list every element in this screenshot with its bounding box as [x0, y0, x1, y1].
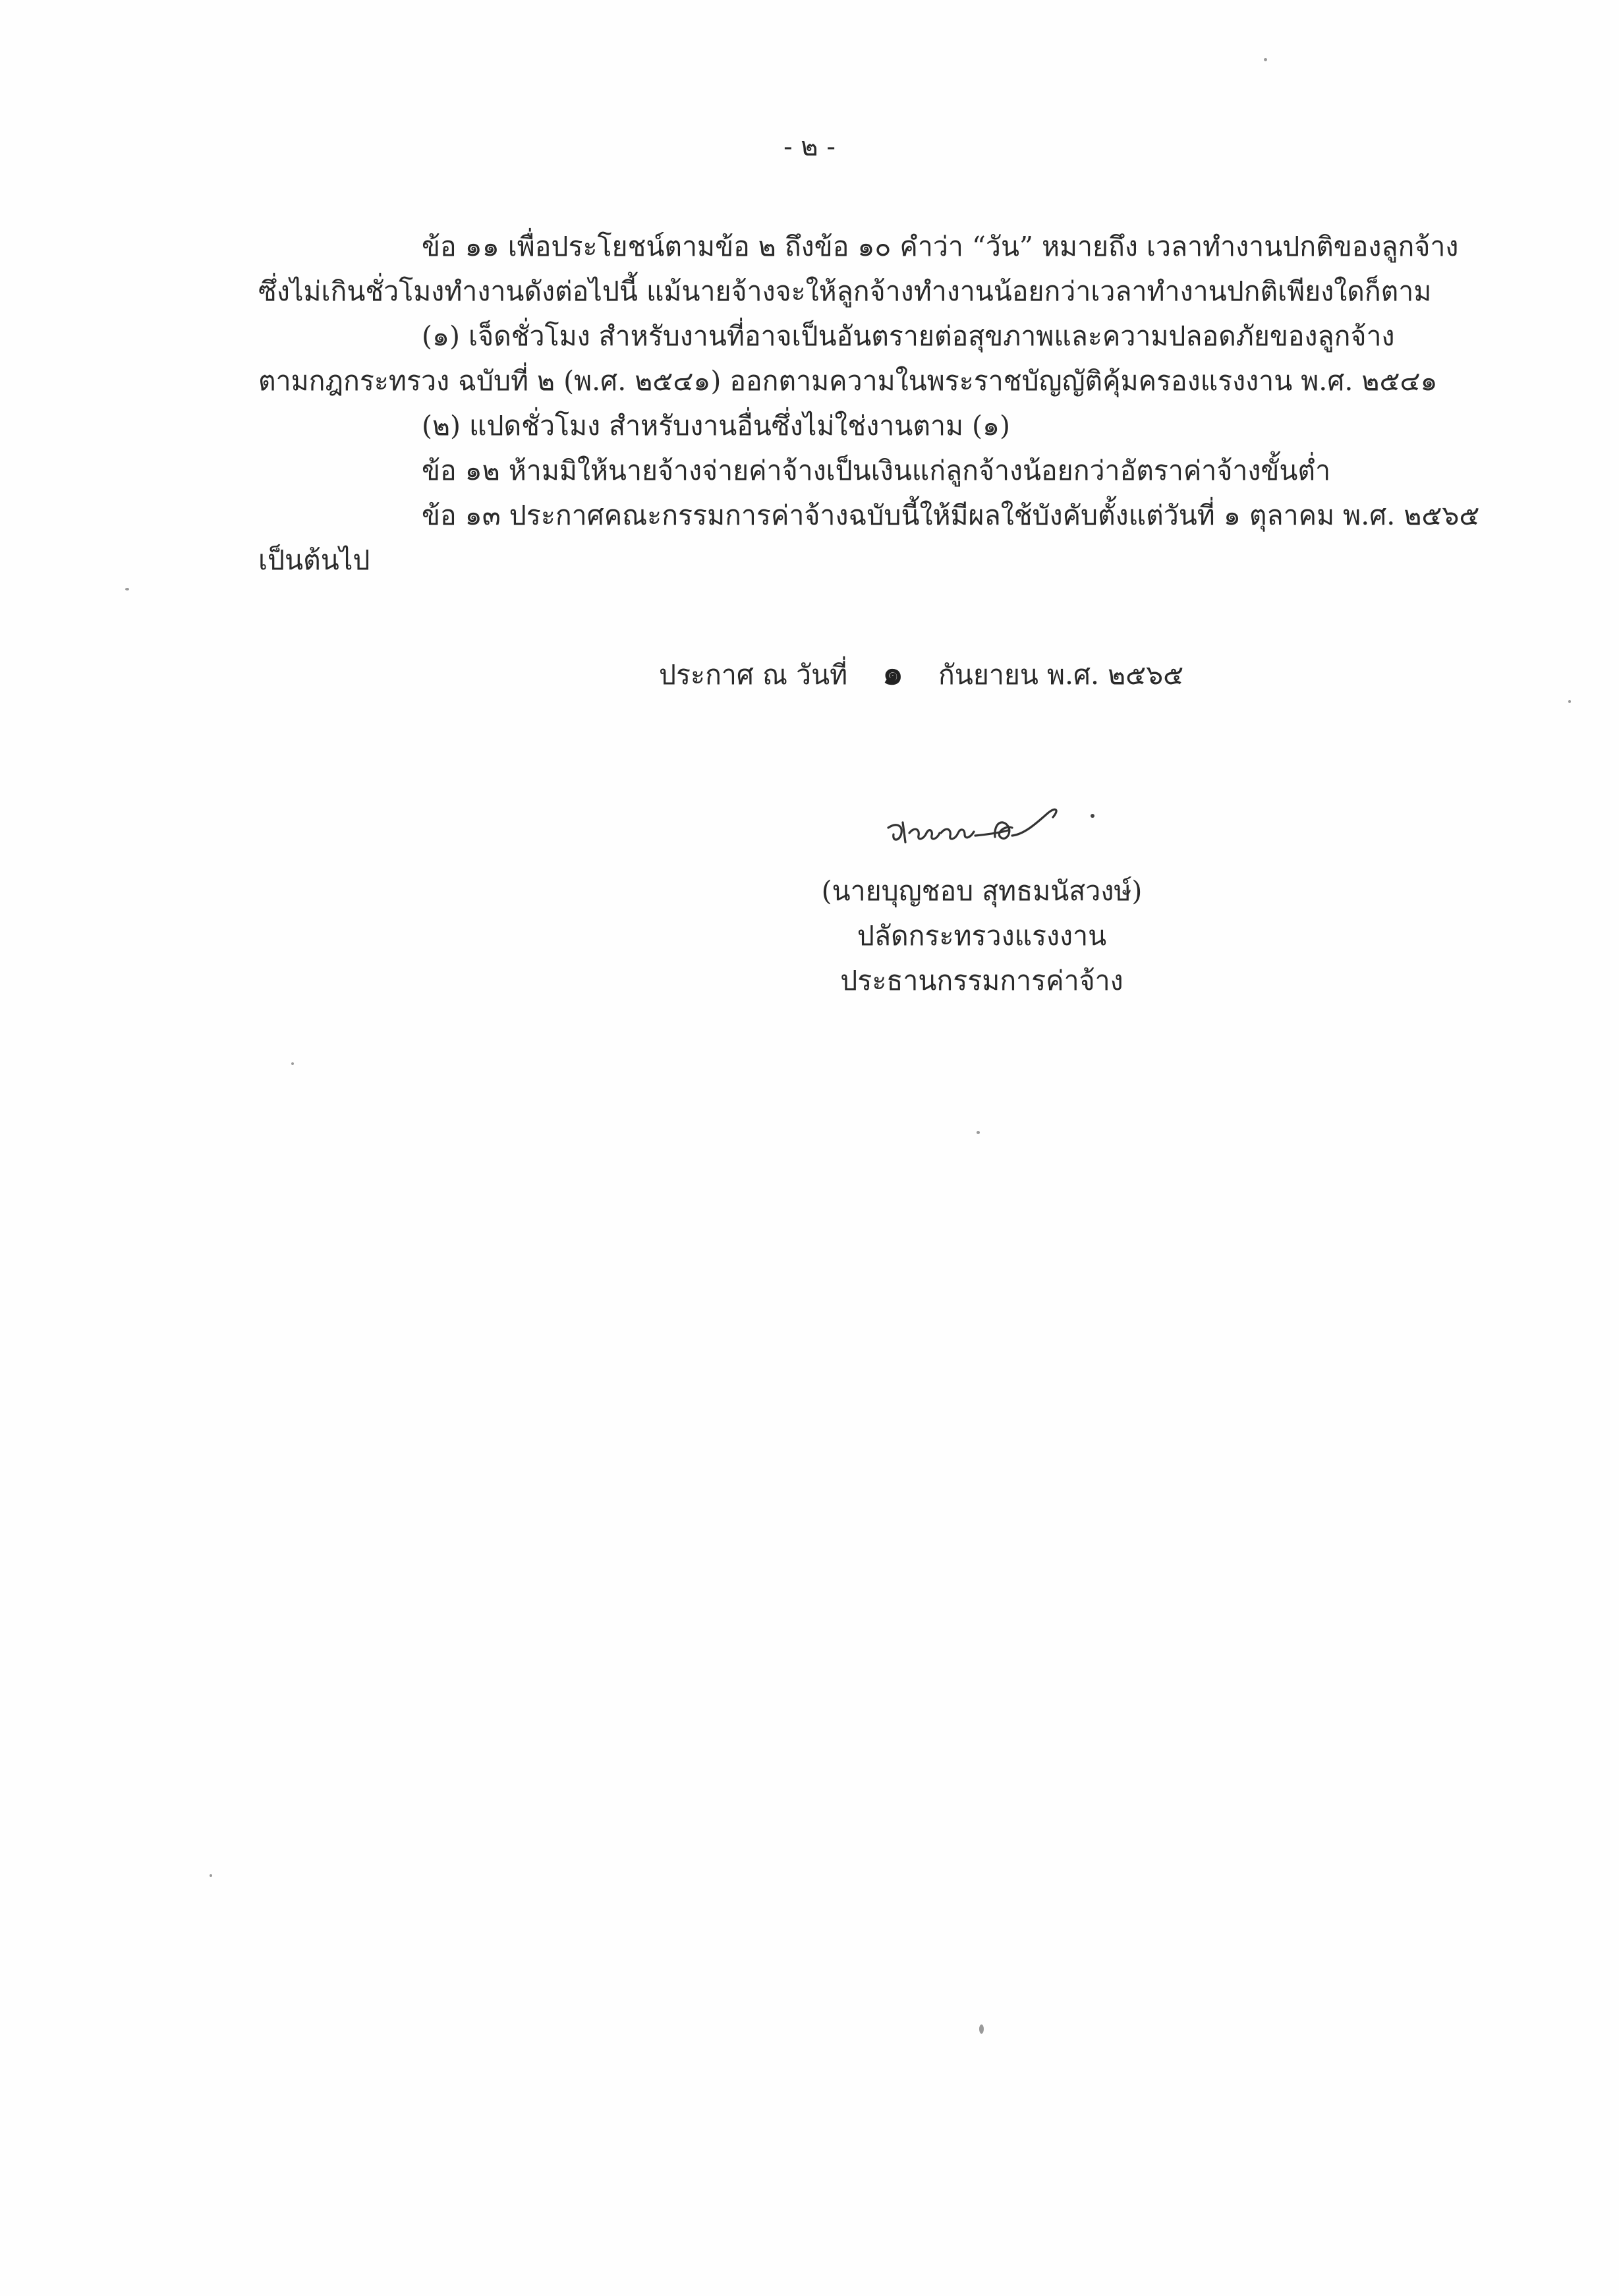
item-1-line-1: (๑) เจ็ดชั่วโมง สำหรับงานที่อาจเป็นอันตรายต่อสุขภาพและความปลอดภัยของลูกจ้าง — [422, 320, 1395, 352]
document-body — [258, 224, 1480, 583]
item-2-line-1: (๒) แปดชั่วโมง สำหรับงานอื่นซึ่งไม่ใช่งานตาม (๑) — [422, 410, 1011, 442]
signatory-name: (นายบุญชอบ สุทธมนัสวงษ์) — [821, 875, 1143, 907]
scan-speck — [125, 588, 129, 590]
clause-13-line-2: เป็นต้นไป — [258, 544, 370, 576]
signatory-block — [758, 869, 1206, 1003]
clause-11-line-2: ซึ่งไม่เกินชั่วโมงทำงานดังต่อไปนี้ แม้นายจ้างจะให้ลูกจ้างทำงานน้อยกว่าเวลาทำงานปกติเพียงใดก็ตาม — [258, 275, 1432, 307]
scan-speck — [979, 2024, 984, 2034]
dateline-suffix: กันยายน พ.ศ. ๒๕๖๕ — [938, 659, 1184, 691]
page-number: - ๒ - — [783, 132, 836, 162]
dateline-prefix: ประกาศ ณ วันที่ — [659, 659, 848, 691]
scan-speck — [1264, 58, 1267, 61]
clause-13-line-1: ข้อ ๑๓ ประกาศคณะกรรมการค่าจ้างฉบับนี้ให้มีผลใช้บังคับตั้งแต่วันที่ ๑ ตุลาคม พ.ศ. ๒๕๖๕ — [422, 500, 1480, 531]
dateline-day: ๑ — [882, 653, 903, 692]
announcement-dateline — [659, 647, 1183, 699]
signatory-position-1: ปลัดกระทรวงแรงงาน — [857, 920, 1107, 952]
clause-12-line-1: ข้อ ๑๒ ห้ามมิให้นายจ้างจ่ายค่าจ้างเป็นเงินแก่ลูกจ้างน้อยกว่าอัตราค่าจ้างขั้นต่ำ — [422, 455, 1331, 486]
scan-speck — [210, 1874, 212, 1877]
scan-speck — [1568, 700, 1571, 703]
handwritten-signature — [883, 796, 1147, 869]
item-1-line-2: ตามกฎกระทรวง ฉบับที่ ๒ (พ.ศ. ๒๕๔๑) ออกตามความในพระราชบัญญัติคุ้มครองแรงงาน พ.ศ. ๒๕๔๑ — [258, 365, 1438, 397]
signatory-position-2: ประธานกรรมการค่าจ้าง — [840, 965, 1123, 996]
clause-11-line-1: ข้อ ๑๑ เพื่อประโยชน์ตามข้อ ๒ ถึงข้อ ๑๐ คำว่า “วัน” หมายถึง เวลาทำงานปกติของลูกจ้าง — [422, 231, 1459, 262]
scan-speck — [977, 1131, 980, 1134]
scan-speck — [291, 1062, 294, 1065]
